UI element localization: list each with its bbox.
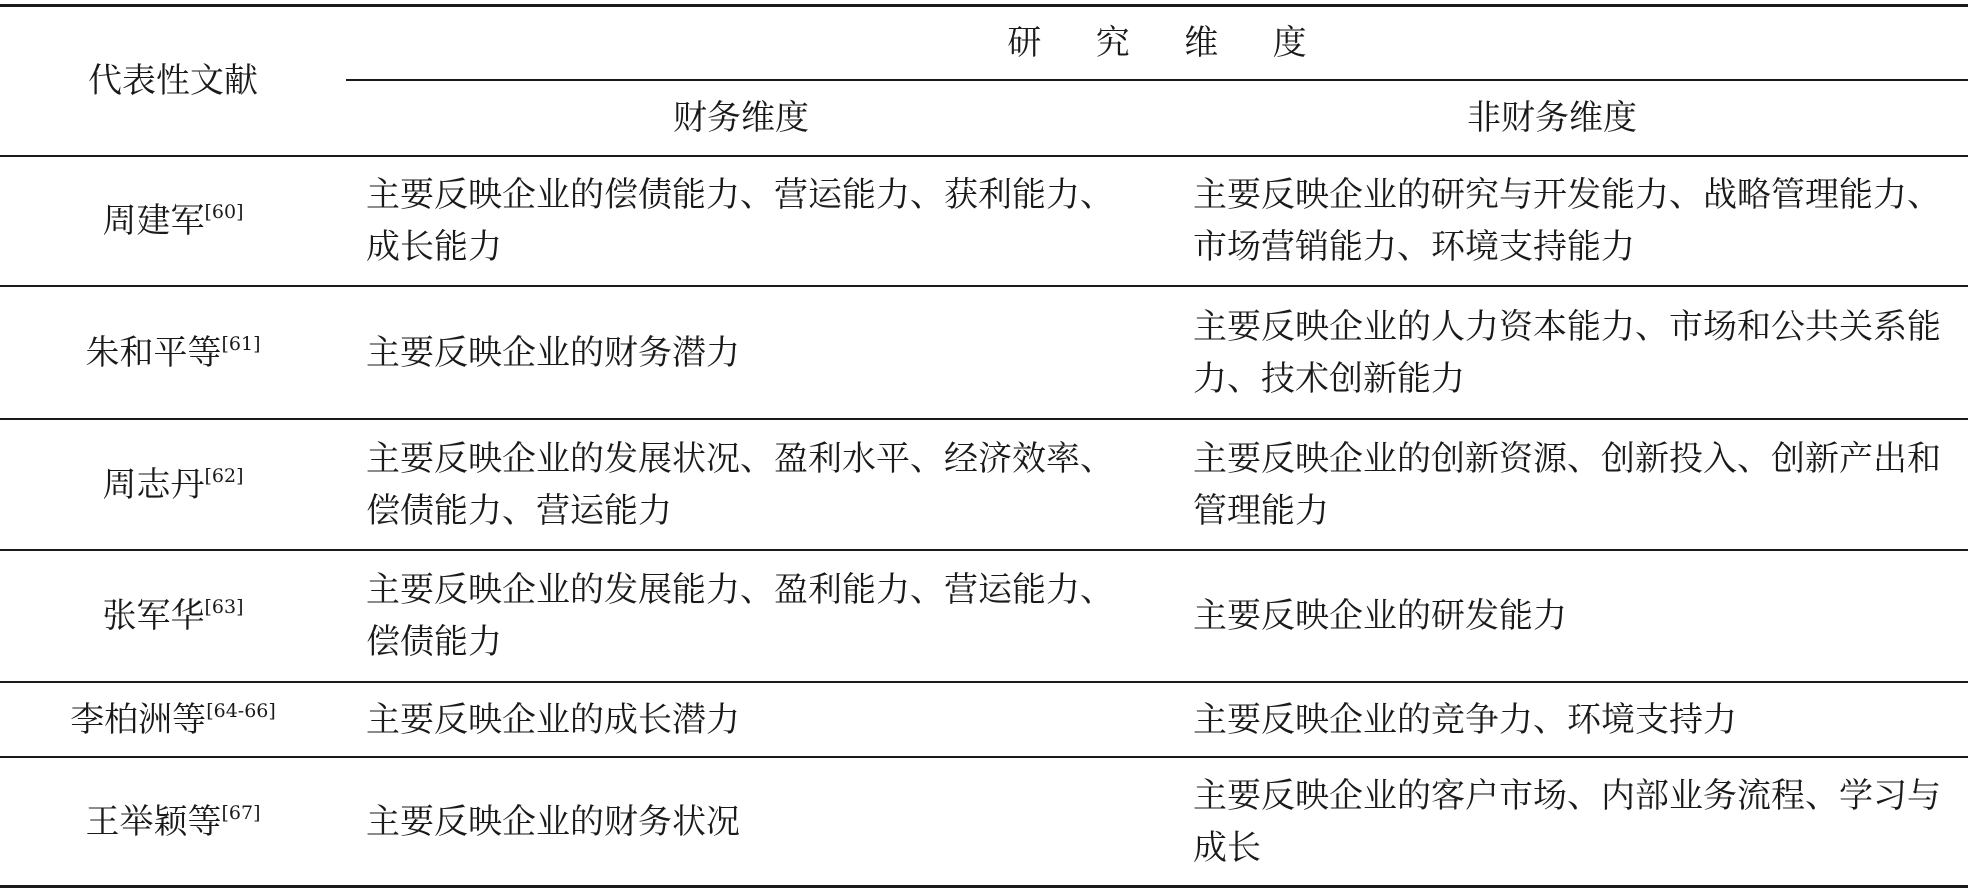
row-2-non-financial-text: 主要反映企业的人力资本能力、市场和公共关系能力、技术创新能力 — [1193, 306, 1941, 399]
row-5-non-financial-text: 主要反映企业的竞争力、环境支持力 — [1193, 699, 1737, 740]
row-5-citation: [64-66] — [206, 699, 276, 722]
row-2-financial-text: 主要反映企业的财务潜力 — [366, 332, 740, 373]
row-3-financial-text: 主要反映企业的发展状况、盈利水平、经济效率、偿债能力、营运能力 — [366, 438, 1114, 531]
row-3-non-financial — [1193, 420, 1948, 549]
header-non-financial: 非财务维度 — [1467, 98, 1637, 138]
header-financial: 财务维度 — [673, 98, 809, 138]
row-5-author-name: 李柏洲等 — [70, 699, 207, 740]
row-1-financial-text: 主要反映企业的偿债能力、营运能力、获利能力、成长能力 — [366, 175, 1114, 267]
row-5-financial — [366, 683, 1126, 756]
header-research-dimension: 研究维度 — [1007, 22, 1361, 63]
row-3-author-name: 周志丹 — [102, 464, 205, 505]
row-5-financial-text: 主要反映企业的成长潜力 — [366, 699, 740, 740]
row-5-author — [0, 683, 346, 756]
header-reference-text: 代表性文献 — [88, 61, 258, 101]
row-4-non-financial — [1193, 551, 1948, 681]
row-6-author — [0, 758, 346, 885]
row-1-non-financial — [1193, 157, 1948, 285]
row-3-non-financial-text: 主要反映企业的创新资源、创新投入、创新产出和管理能力 — [1193, 438, 1941, 531]
row-1-non-financial-text: 主要反映企业的研究与开发能力、战略管理能力、市场营销能力、环境支持能力 — [1193, 175, 1941, 267]
row-6-non-financial — [1193, 758, 1948, 885]
row-6-financial-text: 主要反映企业的财务状况 — [366, 801, 740, 842]
row-4-author-name: 张军华 — [102, 596, 205, 636]
row-5-non-financial — [1193, 683, 1948, 756]
row-2-author — [0, 287, 346, 418]
row-2-citation: [61] — [221, 332, 261, 355]
row-6-financial — [366, 758, 1126, 885]
row-4-financial-text: 主要反映企业的发展能力、盈利能力、营运能力、偿债能力 — [366, 570, 1114, 662]
row-6-citation: [67] — [221, 801, 261, 824]
row-4-non-financial-text: 主要反映企业的研发能力 — [1193, 596, 1567, 636]
row-4-author — [0, 551, 346, 681]
row-1-financial — [366, 157, 1126, 285]
row-1-citation: [60] — [204, 201, 244, 223]
row-3-author — [0, 420, 346, 549]
row-1-author — [0, 157, 346, 285]
row-6-author-name: 王举颖等 — [85, 801, 222, 842]
row-2-non-financial — [1193, 287, 1948, 418]
row-6-non-financial-text: 主要反映企业的客户市场、内部业务流程、学习与成长 — [1193, 775, 1941, 868]
row-2-author-name: 朱和平等 — [85, 332, 222, 373]
row-2-financial — [366, 287, 1126, 418]
row-4-financial — [366, 551, 1126, 681]
row-1-author-name: 周建军 — [102, 201, 205, 241]
row-4-citation: [63] — [204, 596, 244, 618]
row-3-citation: [62] — [204, 464, 244, 487]
table-bottom-rule — [0, 885, 1968, 888]
row-3-financial — [366, 420, 1126, 549]
header-reference-col — [0, 6, 346, 156]
